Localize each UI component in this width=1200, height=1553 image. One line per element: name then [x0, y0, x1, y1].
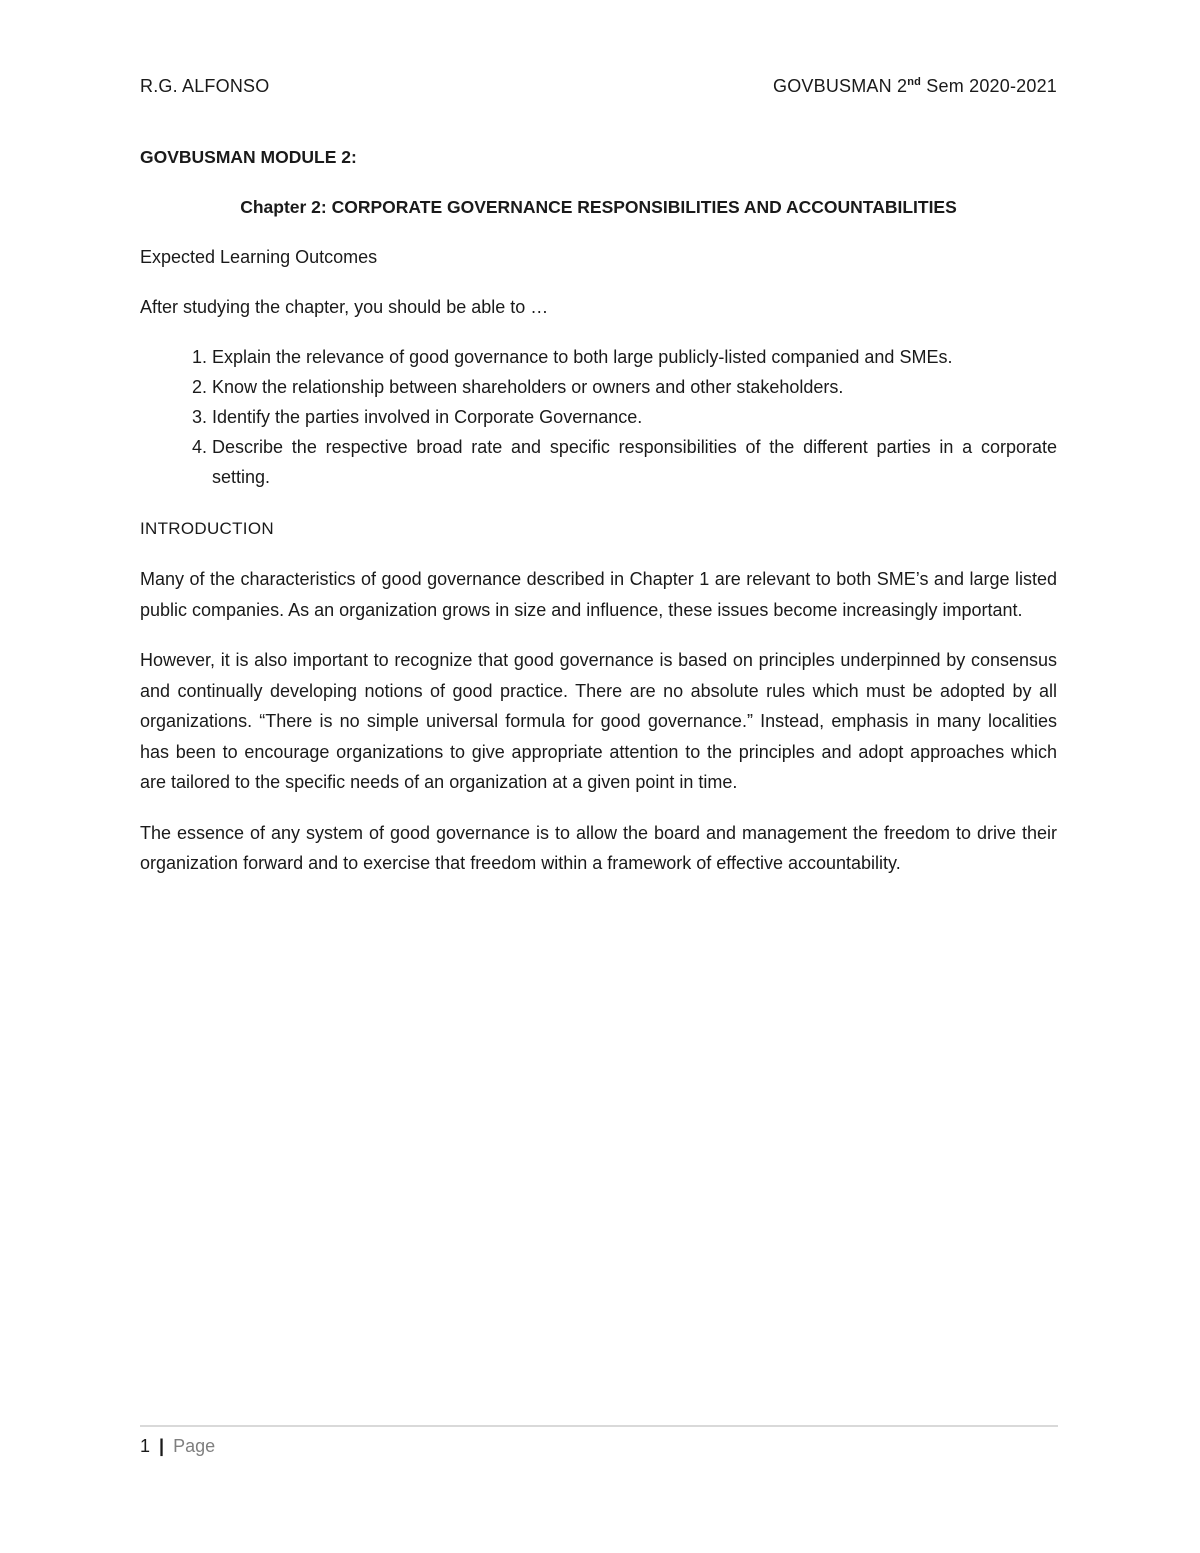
outcome-item: 3. Identify the parties involved in Corporate Governance. — [212, 402, 1057, 432]
header-author: R.G. ALFONSO — [140, 76, 270, 96]
section-heading-introduction: INTRODUCTION — [140, 519, 274, 538]
body-paragraph: However, it is also important to recognize that good governance is based on principles underpinned by consensus and continually developing notions of good practice. There are no absolute rules which must be adopted by all organizations. “There is no simple universal formula for good governance.” Instead, emphasis in many localities has been to encourage organizations to give appropriate attention to the principles and adopt approaches which are tailored to the specific needs of an organization at a given point in time. — [140, 650, 1057, 792]
outcomes-heading: Expected Learning Outcomes — [140, 247, 378, 267]
body-paragraph: Many of the characteristics of good governance described in Chapter 1 are relevant to both SME’s and large listed public companies. As an organization grows in size and influence, these issues become increasingly important. — [140, 569, 1057, 620]
intro-line: After studying the chapter, you should be able to … — [140, 297, 549, 317]
page-number: 1 — [140, 1436, 151, 1456]
footer-separator: | — [159, 1436, 165, 1456]
header-course — [773, 76, 1057, 97]
module-title: GOVBUSMAN MODULE 2: — [140, 147, 357, 167]
header-course-superscript: nd — [907, 76, 922, 88]
outcome-item: 1. Explain the relevance of good governance to both large publicly-listed companied and SMEs. — [212, 342, 1057, 372]
body-paragraph: The essence of any system of good governance is to allow the board and management the freedom to drive their organization forward and to exercise that freedom within a framework of effective accountability. — [140, 822, 1057, 873]
page-footer — [140, 1433, 215, 1459]
chapter-title: Chapter 2: CORPORATE GOVERNANCE RESPONSIBILITIES AND ACCOUNTABILITIES — [240, 197, 957, 217]
footer-divider — [140, 1425, 1058, 1427]
outcome-item: 4. Describe the respective broad rate and specific responsibilities of the different parties in a corporate setting. — [212, 432, 1057, 492]
document-body — [140, 142, 1057, 879]
learning-outcomes-list — [140, 342, 1057, 492]
header-course-prefix: GOVBUSMAN 2 — [773, 76, 908, 96]
outcome-item: 2. Know the relationship between shareholders or owners and other stakeholders. — [212, 372, 1057, 402]
page-label: Page — [173, 1436, 216, 1456]
header-course-suffix: Sem 2020-2021 — [921, 76, 1057, 96]
